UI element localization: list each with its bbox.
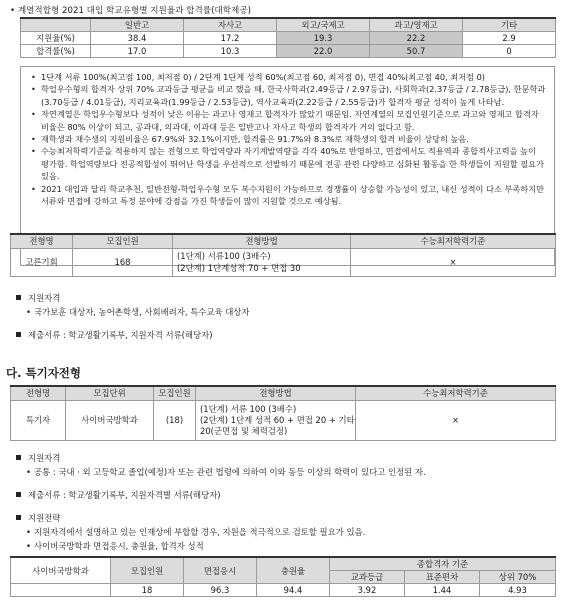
qualification-title: 지원자격 bbox=[14, 291, 554, 305]
goryeo-table bbox=[10, 233, 556, 277]
qualification-title: 지원자격 bbox=[14, 451, 559, 465]
table-cell: 0 bbox=[463, 45, 556, 58]
header-cell: 수능최저학력기준 bbox=[351, 234, 556, 248]
method-line: (2단계) 1단계성적 70 + 면접 30 bbox=[177, 263, 301, 273]
rate-table bbox=[20, 17, 556, 58]
table-cell: 22.0 bbox=[277, 45, 370, 58]
table-cell: 18 bbox=[111, 584, 184, 597]
rate-table-header bbox=[21, 18, 556, 32]
table-cell: 94.4 bbox=[257, 584, 330, 597]
row-label: 합격률(%) bbox=[21, 45, 91, 58]
header-cell: 과고/영재고 bbox=[370, 18, 463, 32]
header-cell: 충원율 bbox=[257, 557, 330, 584]
note-item: • 재학생과 재수생의 지원비율은 67.9%와 32.1%이지만, 합격률은 91.7%와 8.3%로 재학생의 합격 비율이 상당히 높음. bbox=[21, 133, 546, 145]
qualification-item: • 공통 : 국내 · 외 고등학교 졸업(예정)자 또는 관련 법령에 의하여 이와 동등 이상의 학력이 있다고 인정된 자. bbox=[14, 465, 559, 479]
stats-table bbox=[10, 556, 556, 597]
admission-method bbox=[196, 400, 356, 440]
stats-row-label: 사이버국방학과 bbox=[11, 557, 111, 584]
bullet-icon: • bbox=[10, 6, 18, 16]
table-cell: 38.4 bbox=[91, 32, 184, 45]
table-cell: 19.3 bbox=[277, 32, 370, 45]
table-cell: 17.2 bbox=[184, 32, 277, 45]
admission-count: 168 bbox=[73, 248, 173, 276]
section-title: 다. 특기자전형 bbox=[6, 366, 82, 380]
header-cell: 모집인원 bbox=[111, 557, 184, 584]
notes-list bbox=[21, 67, 554, 207]
row-label: 지원율(%) bbox=[21, 32, 91, 45]
header-cell: 전형명 bbox=[11, 386, 66, 400]
table-cell: 3.92 bbox=[330, 584, 405, 597]
note-item: • 2021 대입과 달리 학교추천, 일반전형-학업우수형 모두 복수지원이 가능하므로 경쟁률이 상승할 가능성이 있고, 내신 성적이 다소 부족하지만 서류와 면접에 강하고 특정 분야에 강점을 가진 학생들이 많이 지원할 것으로 예상됨. bbox=[21, 183, 546, 208]
header-cell: 모집단위 bbox=[66, 386, 154, 400]
header-cell: 일반고 bbox=[91, 18, 184, 32]
note-item: • 1단계 서류 100%(최고점 100, 최저점 0) / 2단계 1단계 성적 60%(최고점 60, 최저점 0), 면접 40%(최고점 40, 최저점 0) bbox=[21, 71, 546, 83]
goryeo-table-header bbox=[11, 234, 556, 248]
header-cell: 상위 70% bbox=[480, 571, 556, 584]
min-standard: × bbox=[351, 248, 556, 276]
header-cell: 모집인원 bbox=[73, 234, 173, 248]
header-cell: 기타 bbox=[463, 18, 556, 32]
table-cell: 17.0 bbox=[91, 45, 184, 58]
admission-name: 특기자 bbox=[11, 400, 66, 440]
special-table bbox=[10, 385, 556, 441]
table-row bbox=[11, 584, 556, 597]
header-cell: 교과등급 bbox=[330, 571, 405, 584]
strategy-item: • 사이버국방학과 면접응시, 충원율, 합격자 성적 bbox=[14, 539, 559, 553]
table-row bbox=[11, 400, 556, 440]
table-cell: 50.7 bbox=[370, 45, 463, 58]
header-cell bbox=[21, 18, 91, 32]
admission-name: 고른기회 bbox=[11, 248, 73, 276]
strategy-title: 지원전략 bbox=[14, 511, 559, 525]
table-cell: 1.44 bbox=[405, 584, 480, 597]
header-cell: 전형방법 bbox=[196, 386, 356, 400]
admission-count: (18) bbox=[154, 400, 196, 440]
qualification-item: • 국가보훈 대상자, 농어촌학생, 사회배려자, 특수교육 대상자 bbox=[14, 305, 554, 319]
special-table-header bbox=[11, 386, 556, 400]
method-line: (1단계) 서류100 (3배수) bbox=[177, 251, 271, 261]
table-cell: 96.3 bbox=[184, 584, 257, 597]
note-item: • 자연계열은 학업우수형보다 성적이 낮은 이유는 과고나 영재고 합격자가 많았기 때문임. 자연계열의 모집인원기준으로 과고와 영재고 합격자 비율은 80% 이상이 되고, 공과대, 의과대, 이과대 등은 일반고나 자사고 학생의 합격자가 거의 없다고 함. bbox=[21, 108, 546, 133]
rate-table-caption: • 계열적합형 2021 대입 학교유형별 지원율과 합격률(대학제공) bbox=[10, 6, 251, 16]
note-item: • 수능최저학력기준을 적용하지 않는 전형으로 학업역량과 자기계발역량을 각각 40%로 반영하고, 면접에서도 적용역과 종합적사고력을 높이 평가함. 학업역량보다 전공적합성이 뛰어난 학생을 우선적으로 선발하기 때문에 전공 관련 다양하고 심화된 활동을 한 학생들이 지원할 필요가 있음. bbox=[21, 145, 546, 182]
header-cell: 표준편차 bbox=[405, 571, 480, 584]
header-cell: 면접응시 bbox=[184, 557, 257, 584]
header-cell: 수능최저학력기준 bbox=[356, 386, 556, 400]
header-cell: 자사고 bbox=[184, 18, 277, 32]
header-cell: 전형명 bbox=[11, 234, 73, 248]
admission-method bbox=[173, 248, 351, 276]
documents-line: 제출서류 : 학교생활기록부, 지원자격 서류(해당자) bbox=[14, 328, 554, 342]
table-cell: 2.9 bbox=[463, 32, 556, 45]
strategy-item: • 지원자격에서 설명하고 있는 인재상에 부합할 경우, 지원을 적극적으로 검토할 필요가 있음. bbox=[14, 525, 559, 539]
documents-line: 제출서류 : 학교생활기록부, 지원자격별 서류(해당자) bbox=[14, 488, 559, 502]
header-cell: 전형방법 bbox=[173, 234, 351, 248]
header-cell: 종합격자 기준 bbox=[330, 557, 556, 571]
note-item: • 학업우수형의 합격자 상위 70% 교과등급 평균을 비교 했을 때, 한국사학과(2.49등급 / 2.97등급), 사회학과(2.37등급 / 2.78등급), 한문학과(3.70등급 / 4.01등급), 지리교육과(1.99등급 / 2.53등급), 역사교육과(2.22등급 / 2.55등급)가 합격자 평균 성적이 높게 나타남. bbox=[21, 83, 546, 108]
min-standard: × bbox=[356, 400, 556, 440]
table-cell: 10.3 bbox=[184, 45, 277, 58]
header-cell: 모집인원 bbox=[154, 386, 196, 400]
table-cell: 22.2 bbox=[370, 32, 463, 45]
table-row bbox=[11, 248, 556, 276]
goryeo-info bbox=[14, 291, 554, 342]
stats-row-label-spacer bbox=[11, 584, 111, 597]
method-line: (1단계) 서류 100 (3배수) bbox=[200, 403, 297, 414]
stats-header-row bbox=[11, 557, 556, 571]
table-cell: 4.93 bbox=[480, 584, 556, 597]
header-cell: 외고/국제고 bbox=[277, 18, 370, 32]
table-row bbox=[21, 32, 556, 45]
table-row bbox=[21, 45, 556, 58]
special-info bbox=[14, 451, 559, 553]
method-line: 20(군면접 및 체력검정) bbox=[200, 425, 288, 436]
method-line: (2단계) 1단계 성적 60 + 면접 20 + 기타 bbox=[200, 414, 355, 425]
admission-unit: 사이버국방학과 bbox=[66, 400, 154, 440]
